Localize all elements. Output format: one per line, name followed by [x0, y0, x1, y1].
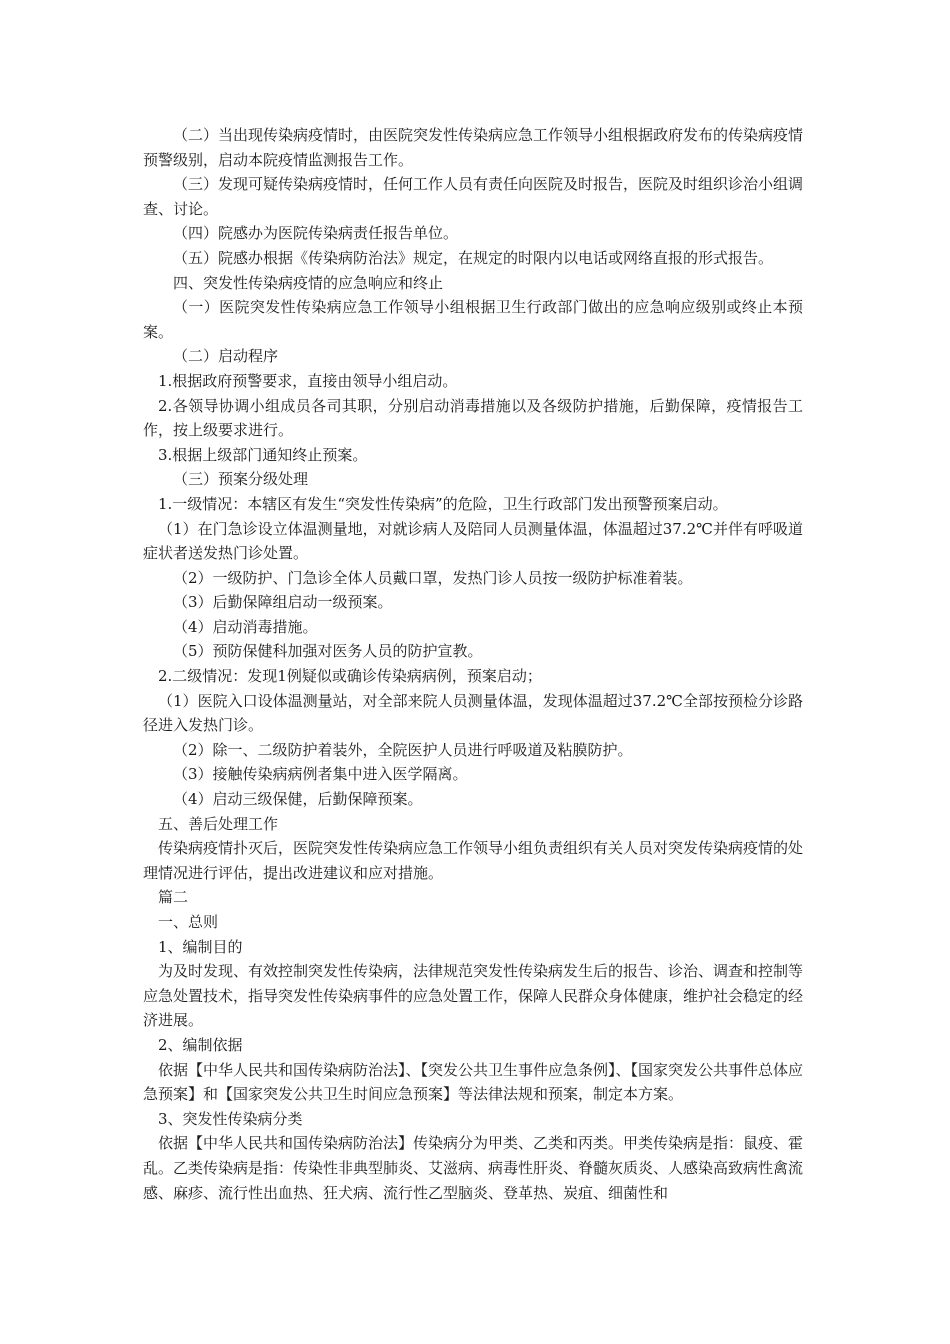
subheading-classification: 3、突发性传染病分类	[158, 1109, 303, 1128]
section-heading-general: 一、总则	[158, 913, 219, 931]
level-one-item-4: （4）启动消毒措施。	[173, 617, 318, 636]
level-one-item-3: （3）后勤保障组启动一级预案。	[173, 593, 393, 612]
paragraph-report-unit: （四）院感办为医院传染病责任报告单位。	[173, 224, 459, 243]
level-one-item-5: （5）预防保健科加强对医务人员的防护宣教。	[173, 642, 483, 661]
section-heading-aftermath: 五、善后处理工作	[158, 814, 279, 833]
subheading-grading: （三）预案分级处理	[173, 470, 309, 489]
level-one-item-1: （1）在门急诊设立体温测量地，对就诊病人及陪同人员测量体温，体温超过37.2℃并伴有呼吸道症状者送发热门诊处置。	[143, 519, 803, 563]
paragraph-classification: 依据【中华人民共和国传染病防治法】传染病分为甲类、乙类和丙类。甲类传染病是指：鼠疫、霍乱。乙类传染病是指：传染性非典型肺炎、艾滋病、病毒性肝炎、脊髓灰质炎、人感染高致病性禽流感、麻疹、流行性出血热、狂犬病、流行性乙型脑炎、登革热、炭疽、细菌性和	[143, 1134, 804, 1202]
subheading-start-procedure: （二）启动程序	[173, 347, 279, 366]
level-two-item-1: （1）医院入口设体温测量站，对全部来院人员测量体温，发现体温超过37.2℃全部按预检分诊路径进入发热门诊。	[143, 691, 803, 735]
paragraph-suspected-report: （三）发现可疑传染病疫情时，任何工作人员有责任向医院及时报告，医院及时组织诊治小组调查、讨论。	[143, 175, 804, 218]
level-two-item-3: （3）接触传染病病例者集中进入医学隔离。	[173, 765, 468, 784]
paragraph-purpose: 为及时发现、有效控制突发性传染病，法律规范突发性传染病发生后的报告、诊治、调查和控制等应急处置技术，指导突发性传染病事件的应急处置工作，保障人民群众身体健康，维护社会稳定的经济进展。	[143, 962, 804, 1030]
paragraph-aftermath: 传染病疫情扑灭后，医院突发性传染病应急工作领导小组负责组织有关人员对突发传染病疫情的处理情况进行评估，提出改进建议和应对措施。	[143, 839, 804, 882]
paragraph-basis: 依据【中华人民共和国传染病防治法】、【突发公共卫生事件应急条例】、【国家突发公共事件总体应急预案】和【国家突发公共卫生时间应急预案】等法律法规和预案，制定本方案。	[143, 1060, 804, 1104]
subheading-basis: 2、编制依据	[158, 1035, 243, 1054]
level-one-heading: 1.一级情况：本辖区有发生“突发性传染病”的危险，卫生行政部门发出预警预案启动。	[158, 494, 728, 513]
section-heading-response: 四、突发性传染病疫情的应急响应和终止	[173, 273, 444, 292]
part-two-heading: 篇二	[158, 888, 189, 907]
paragraph-response-level: （一）医院突发性传染病应急工作领导小组根据卫生行政部门做出的应急响应级别或终止本预案。	[143, 298, 803, 341]
list-item-procedure-1: 1.根据政府预警要求，直接由领导小组启动。	[158, 371, 458, 390]
paragraph-report-method: （五）院感办根据《传染病防治法》规定，在规定的时限内以电话或网络直报的形式报告。	[173, 248, 774, 267]
list-item-procedure-3: 3.根据上级部门通知终止预案。	[158, 445, 368, 464]
level-two-item-4: （4）启动三级保健，后勤保障预案。	[173, 790, 423, 809]
document-page	[143, 123, 803, 1205]
paragraph-report-start: （二）当出现传染病疫情时，由医院突发性传染病应急工作领导小组根据政府发布的传染病疫情预警级别，启动本院疫情监测报告工作。	[143, 126, 804, 169]
level-one-item-2: （2）一级防护、门急诊全体人员戴口罩，发热门诊人员按一级防护标准着装。	[173, 568, 693, 587]
level-two-heading: 2.二级情况：发现1例疑似或确诊传染病病例，预案启动；	[158, 667, 542, 686]
subheading-purpose: 1、编制目的	[158, 937, 243, 956]
list-item-procedure-2: 2.各领导协调小组成员各司其职，分别启动消毒措施以及各级防护措施，后勤保障，疫情报告工作，按上级要求进行。	[143, 396, 803, 440]
level-two-item-2: （2）除一、二级防护着装外，全院医护人员进行呼吸道及粘膜防护。	[173, 740, 633, 759]
